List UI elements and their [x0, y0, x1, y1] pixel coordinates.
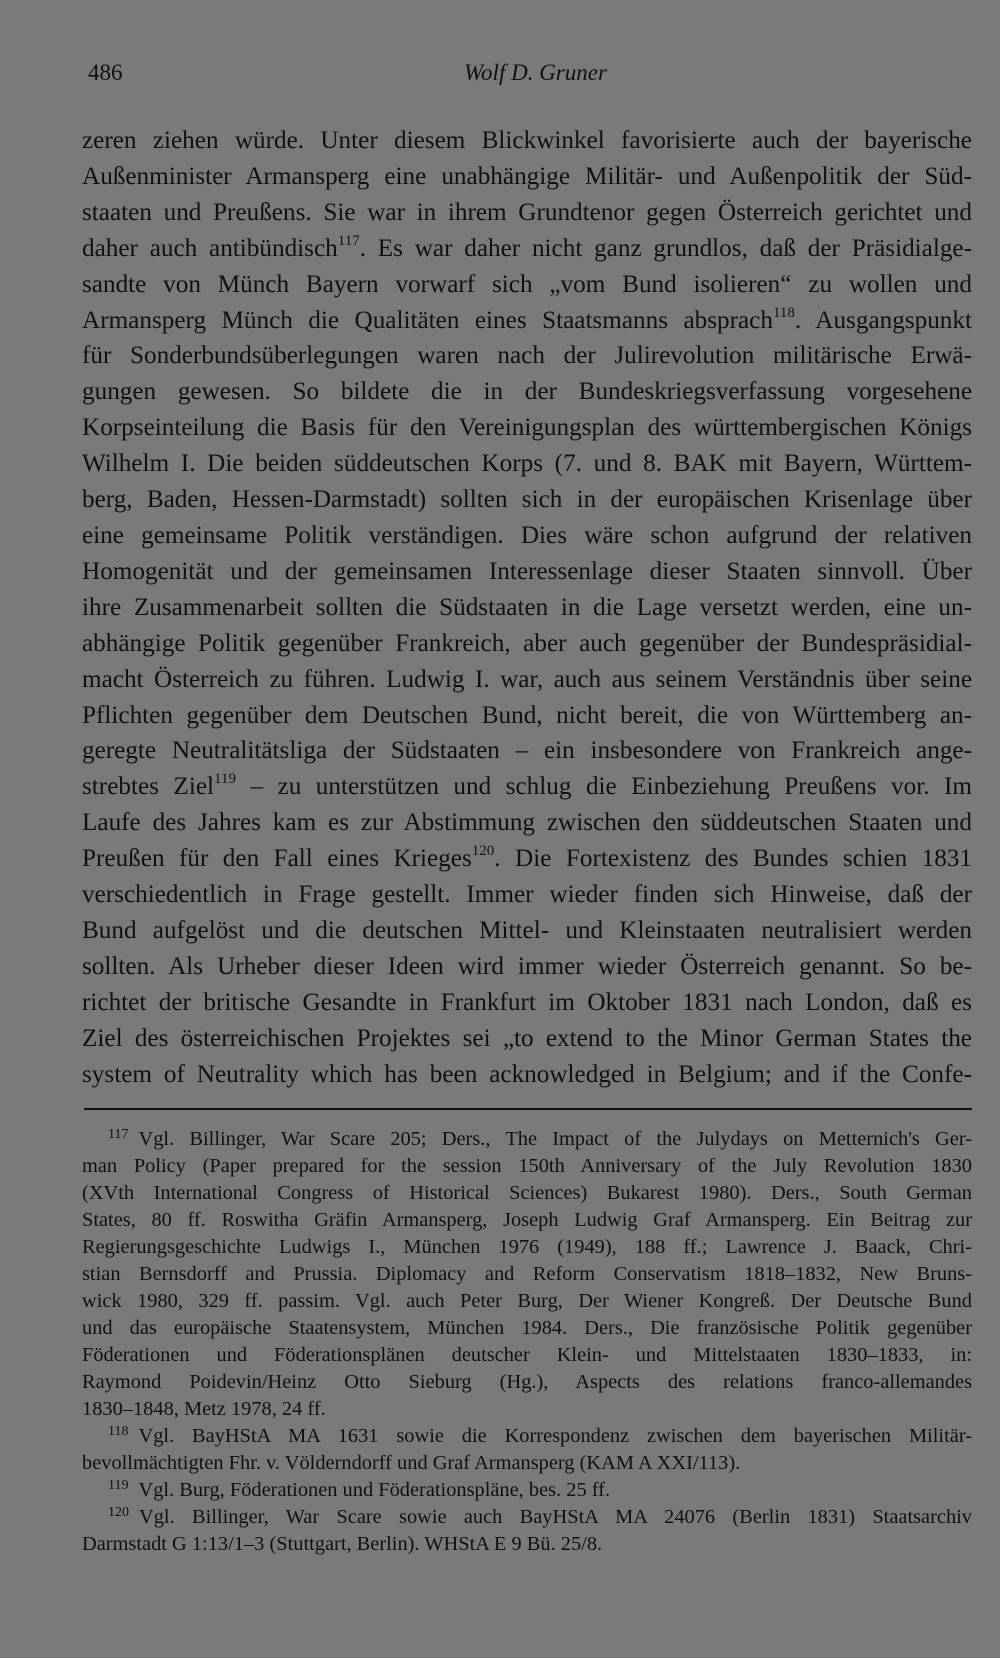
footnote-number: 120 [108, 1505, 129, 1520]
footnote-number: 119 [108, 1478, 129, 1493]
footnote-reference: 119 [214, 771, 236, 788]
footnote-line [82, 1180, 972, 1207]
footnote-line [82, 1126, 972, 1153]
footnote-line [82, 1396, 972, 1423]
footnote-line [82, 1207, 972, 1234]
text-line: für Sonderbundsüberlegungen waren nach der Julirevolution militärische Erwä- [82, 342, 972, 370]
text-line: Außenminister Armansperg eine unabhängige Militär- und Außenpolitik der Süd- [82, 162, 972, 190]
footnote-line [82, 1153, 972, 1180]
text-span: strebtes Ziel [82, 773, 214, 801]
text-line: Pflichten gegenüber dem Deutschen Bund, nicht bereit, die von Württemberg an- [82, 701, 972, 729]
text-line [82, 841, 972, 877]
text-line: macht Österreich zu führen. Ludwig I. war, auch aus seinem Verständnis über seine [82, 665, 972, 693]
footnote-line [82, 1288, 972, 1315]
footnote-text: Vgl. BayHStA MA 1631 sowie die Korrespondenz zwischen dem bayerischen Militär- [138, 1425, 972, 1447]
footnote-line [82, 1477, 972, 1504]
footnote-number: 118 [108, 1424, 129, 1439]
footnote-text: bevollmächtigten Fhr. v. Völderndorff und Graf Armansperg (KAM A XXI/113). [82, 1452, 741, 1474]
footnote-line [82, 1369, 972, 1396]
text-line: zeren ziehen würde. Unter diesem Blickwinkel favorisierte auch der bayerische [82, 127, 972, 154]
footnote-rule [84, 1108, 972, 1110]
footnote-number: 117 [108, 1127, 129, 1142]
footnote-line [82, 1261, 972, 1288]
footnote-text: Föderationen und Föderationsplänen deutscher Klein- und Mittelstaaten 1830–1833, in: [82, 1344, 972, 1366]
text-line: staaten und Preußens. Sie war in ihrem Grundtenor gegen Österreich gerichtet und [82, 198, 972, 226]
text-span: daher auch antibündisch [82, 234, 338, 262]
footnote-text: Vgl. Billinger, War Scare sowie auch BayHStA MA 24076 (Berlin 1831) Staatsarchiv [139, 1506, 972, 1528]
text-line: berg, Baden, Hessen-Darmstadt) sollten sich in der europäischen Krisenlage über [82, 486, 972, 514]
footnote-reference: 118 [772, 304, 795, 321]
text-line: gungen gewesen. So bildete die in der Bundeskriegsverfassung vorgesehene [82, 378, 972, 406]
footnote-118 [82, 1423, 972, 1477]
text-line: verschiedentlich in Frage gestellt. Immer wieder finden sich Hinweise, daß der [82, 881, 972, 909]
footnote-text: stian Bernsdorff and Prussia. Diplomacy and Reform Conservatism 1818–1832, New Bruns- [82, 1263, 972, 1285]
footnote-text: 1830–1848, Metz 1978, 24 ff. [82, 1398, 326, 1420]
text-span: Armansperg Münch die Qualitäten eines Staatsmanns absprach [82, 306, 773, 334]
main-text [82, 123, 972, 1092]
footnote-line [82, 1423, 972, 1450]
footnote-text: Vgl. Burg, Föderationen und Föderationspläne, bes. 25 ff. [138, 1479, 611, 1501]
running-head: Wolf D. Gruner [464, 60, 607, 85]
page-number: 486 [88, 60, 123, 85]
footnote-text: wick 1980, 329 ff. passim. Vgl. auch Peter Burg, Der Wiener Kongreß. Der Deutsche Bund [82, 1290, 972, 1312]
text-line: sollten. Als Urheber dieser Ideen wird immer wieder Österreich genannt. So be- [82, 952, 972, 980]
text-line [82, 303, 972, 339]
page-header [84, 54, 972, 94]
text-line: abhängige Politik gegenüber Frankreich, aber auch gegenüber der Bundespräsidial- [82, 629, 972, 657]
text-line [82, 231, 972, 267]
footnote-reference: 117 [337, 232, 360, 249]
footnote-text: man Policy (Paper prepared for the session 150th Anniversary of the July Revolution 1830 [82, 1155, 972, 1177]
footnote-117 [82, 1126, 972, 1423]
footnote-line [82, 1531, 972, 1558]
text-line [82, 769, 972, 805]
footnote-line [82, 1234, 972, 1261]
text-line: sandte von Münch Bayern vorwarf sich „vom Bund isolieren“ zu wollen und [82, 270, 972, 298]
footnote-text: (XVth International Congress of Historical Sciences) Bukarest 1980). Ders., South German [82, 1182, 972, 1204]
text-line: Korpseinteilung die Basis für den Vereinigungsplan des württembergischen Königs [82, 414, 972, 442]
text-span: . Die Fortexistenz des Bundes schien 1831 [494, 845, 972, 873]
footnote-text: und das europäische Staatensystem, München 1984. Ders., Die französische Politik gegenüber [82, 1317, 972, 1339]
footnote-text: Regierungsgeschichte Ludwigs I., München 1976 (1949), 188 ff.; Lawrence J. Baack, Chri- [82, 1236, 972, 1258]
footnote-line [82, 1504, 972, 1531]
text-line: Wilhelm I. Die beiden süddeutschen Korps (7. und 8. BAK mit Bayern, Württem- [82, 450, 972, 478]
footnote-line [82, 1315, 972, 1342]
footnote-text: States, 80 ff. Roswitha Gräfin Armansperg, Joseph Ludwig Graf Armansperg. Ein Beitrag zur [82, 1209, 972, 1231]
text-span: – zu unterstützen und schlug die Einbeziehung Preußens vor. Im [235, 773, 972, 801]
text-span: Preußen für den Fall eines Krieges [82, 845, 472, 873]
footnote-line [82, 1450, 972, 1477]
footnote-text: Vgl. Billinger, War Scare 205; Ders., The Impact of the Julydays on Metternich's Ger- [138, 1128, 972, 1150]
footnote-120 [82, 1504, 972, 1558]
text-line: Bund aufgelöst und die deutschen Mittel- und Kleinstaaten neutralisiert werden [82, 916, 972, 944]
footnote-text: Darmstadt G 1:13/1–3 (Stuttgart, Berlin). WHStA E 9 Bü. 25/8. [82, 1533, 603, 1555]
text-span: . Ausgangspunkt [794, 306, 972, 334]
text-span: . Es war daher nicht ganz grundlos, daß der Präsidialge- [359, 234, 973, 262]
text-line: Laufe des Jahres kam es zur Abstimmung zwischen den süddeutschen Staaten und [82, 809, 972, 837]
footnotes [82, 1126, 972, 1558]
text-line: richtet der britische Gesandte in Frankfurt im Oktober 1831 nach London, daß es [82, 988, 972, 1016]
footnote-text: Raymond Poidevin/Heinz Otto Sieburg (Hg.), Aspects des relations franco-allemandes [82, 1371, 972, 1393]
text-line: Ziel des österreichischen Projektes sei „to extend to the Minor German States the [82, 1024, 972, 1052]
text-line: Homogenität und der gemeinsamen Interessenlage dieser Staaten sinnvoll. Über [82, 557, 972, 585]
footnote-119 [82, 1477, 972, 1504]
text-line: eine gemeinsame Politik verständigen. Dies wäre schon aufgrund der relativen [82, 521, 972, 549]
footnote-line [82, 1342, 972, 1369]
text-line: ihre Zusammenarbeit sollten die Südstaaten in die Lage versetzt werden, eine un- [82, 593, 972, 621]
text-line: geregte Neutralitätsliga der Südstaaten – ein insbesondere von Frankreich ange- [82, 737, 972, 765]
footnote-reference: 120 [471, 843, 495, 860]
text-line: system of Neutrality which has been acknowledged in Belgium; and if the Confe- [82, 1060, 972, 1088]
